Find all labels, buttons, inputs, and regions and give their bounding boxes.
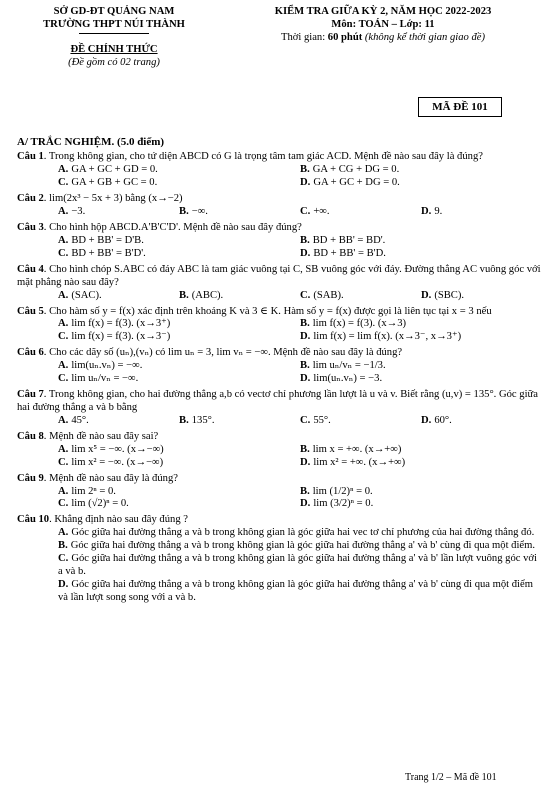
options-group <box>58 164 542 190</box>
section-title: A/ TRẮC NGHIỆM. (5.0 điểm) <box>17 136 165 148</box>
question-number: Câu 4 <box>17 263 44 275</box>
question <box>17 264 542 290</box>
question <box>17 222 542 235</box>
option-text: lim 2ⁿ = 0. <box>71 485 116 497</box>
option-text: lim (√2)ⁿ = 0. <box>71 498 129 510</box>
answer-option <box>300 444 542 457</box>
option-text: lim uₙ/vₙ = −∞. <box>71 373 139 385</box>
answer-option <box>300 498 542 511</box>
option-text: 60°. <box>434 414 452 426</box>
answer-option <box>58 373 300 386</box>
question <box>17 193 542 206</box>
options-group <box>58 415 542 428</box>
answer-option <box>58 540 542 553</box>
answer-option <box>179 206 300 219</box>
option-key: B. <box>179 414 189 426</box>
option-key: D. <box>421 206 432 218</box>
answer-option <box>300 206 421 219</box>
option-key: D. <box>421 414 432 426</box>
time-line: Thời gian: 60 phút (không kể thời gian giao đề) <box>281 31 485 43</box>
question-text: . Mệnh đề nào sau đây sai? <box>43 430 159 442</box>
official-label: ĐỀ CHÍNH THỨC <box>70 43 158 55</box>
option-key: D. <box>421 289 432 301</box>
option-text: 45°. <box>71 414 89 426</box>
option-key: D. <box>58 578 69 590</box>
subject-line: Môn: TOÁN – Lớp: 11 <box>331 18 435 30</box>
answer-option <box>58 553 542 579</box>
option-key: B. <box>300 234 310 246</box>
option-text: Góc giữa hai đường thẳng a và b trong không gian là góc giữa hai đường thẳng a' và b' cùng đi qua một điểm và lần lượt song song với a và b. <box>58 578 533 603</box>
option-key: B. <box>300 360 310 372</box>
option-key: B. <box>58 540 68 552</box>
question <box>17 151 542 164</box>
option-text: lim f(x) = f(3). (x→3⁺) <box>71 318 171 330</box>
spacer <box>17 605 542 608</box>
options-group <box>58 235 542 261</box>
options-group <box>58 318 542 344</box>
option-key: A. <box>58 527 69 539</box>
question-text: . Cho hàm số y = f(x) xác định trên khoảng K và 3 ∈ K. Hàm số y = f(x) được gọi là liên tục tại x = 3 nếu <box>43 305 492 317</box>
option-text: lim x = +∞. (x→+∞) <box>312 443 402 455</box>
option-text: BD + BB' = D'B. <box>71 234 144 246</box>
exam-code-box: MÃ ĐỀ 101 <box>418 97 502 117</box>
answer-option <box>300 373 542 386</box>
option-key: D. <box>300 177 311 189</box>
exam-header <box>218 6 548 45</box>
option-key: A. <box>58 318 69 330</box>
question-text: . Mệnh đề nào sau đây là đúng? <box>43 472 178 484</box>
option-text: lim f(x) = f(3). (x→3) <box>312 318 407 330</box>
school-name: TRƯỜNG THPT NÚI THÀNH <box>43 18 185 30</box>
options-group <box>58 527 542 605</box>
option-text: lim (1/2)ⁿ = 0. <box>312 485 373 497</box>
option-text: +∞. <box>313 206 330 218</box>
option-text: 55°. <box>313 414 331 426</box>
option-text: BD + BB' = BD'. <box>312 234 386 246</box>
option-key: C. <box>58 456 69 468</box>
option-key: A. <box>58 360 69 372</box>
answer-option <box>300 331 542 344</box>
question-text: . Cho hình hộp ABCD.A'B'C'D'. Mệnh đề nào sau đây đúng? <box>43 222 302 234</box>
answer-option <box>58 486 300 499</box>
option-text: (SBC). <box>434 289 465 301</box>
option-key: C. <box>58 247 69 259</box>
option-text: lim x² = −∞. (x→−∞) <box>71 456 164 468</box>
answer-option <box>179 415 300 428</box>
option-text: lim(uₙ.vₙ) = −3. <box>313 373 383 385</box>
question-number: Câu 10 <box>17 514 50 526</box>
question-text: . lim(2x³ − 5x + 3) bằng (x→−2) <box>43 193 183 205</box>
option-text: lim x⁵ = −∞. (x→−∞) <box>71 443 164 455</box>
question <box>17 389 542 415</box>
answer-option <box>300 290 421 303</box>
answer-option <box>300 177 542 190</box>
option-text: (SAC). <box>71 289 102 301</box>
answer-option <box>421 206 542 219</box>
question <box>17 347 542 360</box>
option-text: lim f(x) = lim f(x). (x→3⁻, x→3⁺) <box>313 331 462 343</box>
question-text: . Trong không gian, cho hai đường thẳng a,b có vectơ chỉ phương lần lượt là u và v. Biết rằng (u,v) = 135°. Góc giữa hai đường thẳng a và b bằng <box>17 389 538 413</box>
answer-option <box>300 164 542 177</box>
question <box>17 431 542 444</box>
option-key: C. <box>58 177 69 189</box>
question-number: Câu 2 <box>17 193 44 205</box>
answer-option <box>300 415 421 428</box>
divider <box>79 33 149 34</box>
option-text: GA + GB + GC = 0. <box>71 177 158 189</box>
option-key: D. <box>300 331 311 343</box>
option-text: lim x² = +∞. (x→+∞) <box>313 456 406 468</box>
question-number: Câu 6 <box>17 347 44 359</box>
answer-option <box>421 415 542 428</box>
answer-option <box>300 360 542 373</box>
option-key: B. <box>300 318 310 330</box>
options-group <box>58 486 542 512</box>
option-key: D. <box>300 498 311 510</box>
option-key: B. <box>300 485 310 497</box>
option-key: A. <box>58 414 69 426</box>
option-key: B. <box>300 443 310 455</box>
answer-option <box>58 290 179 303</box>
question-number: Câu 3 <box>17 222 44 234</box>
option-text: 135°. <box>191 414 215 426</box>
question-text: . Cho các dãy số (uₙ),(vₙ) có lim uₙ = 3, lim vₙ = −∞. Mệnh đề nào sau đây là đúng? <box>43 347 403 359</box>
option-key: D. <box>300 456 311 468</box>
department-name: SỞ GD-ĐT QUẢNG NAM <box>53 6 175 17</box>
option-key: C. <box>58 331 69 343</box>
question-text: . Cho hình chóp S.ABC có đáy ABC là tam giác vuông tại C, SB vuông góc với đáy. Đường thẳng AC vuông góc với mặt phẳng nào sau đây? <box>17 263 541 288</box>
question-number: Câu 9 <box>17 472 44 484</box>
option-text: BD + BB' = B'D'. <box>71 247 146 259</box>
options-group <box>58 360 542 386</box>
options-group <box>58 290 542 303</box>
option-text: BD + BB' = B'D. <box>313 247 386 259</box>
questions-section <box>17 136 542 608</box>
option-key: C. <box>58 498 69 510</box>
answer-option <box>58 360 300 373</box>
answer-option <box>58 444 300 457</box>
question <box>17 473 542 486</box>
answer-option <box>58 579 542 605</box>
option-text: (ABC). <box>191 289 224 301</box>
option-key: A. <box>58 206 69 218</box>
answer-option <box>58 206 179 219</box>
answer-option <box>300 457 542 470</box>
option-key: C. <box>58 553 69 565</box>
option-text: Góc giữa hai đường thẳng a và b trong không gian là góc giữa hai đường thẳng a' và b' cùng đi qua một điểm. <box>70 540 536 552</box>
question <box>17 514 542 527</box>
option-key: C. <box>300 206 311 218</box>
page-footer: Trang 1/2 – Mã đề 101 <box>405 772 497 783</box>
question-number: Câu 1 <box>17 151 44 163</box>
option-text: Góc giữa hai đường thẳng a và b trong không gian là góc giữa hai vec tơ chỉ phương của hai đường thẳng đó. <box>71 527 535 539</box>
option-key: D. <box>300 247 311 259</box>
answer-option <box>300 248 542 261</box>
option-text: −3. <box>71 206 86 218</box>
option-key: B. <box>179 206 189 218</box>
option-key: A. <box>58 289 69 301</box>
option-text: lim uₙ/vₙ = −1/3. <box>312 360 386 372</box>
option-key: A. <box>58 164 69 176</box>
answer-option <box>300 486 542 499</box>
question-text: . Khẳng định nào sau đây đúng ? <box>49 514 188 526</box>
answer-option <box>58 527 542 540</box>
option-key: B. <box>179 289 189 301</box>
option-key: C. <box>300 289 311 301</box>
pages-note: (Đề gồm có 02 trang) <box>68 56 160 68</box>
answer-option <box>58 235 300 248</box>
option-text: GA + GC + DG = 0. <box>313 177 400 189</box>
answer-option <box>300 318 542 331</box>
option-text: −∞. <box>191 206 208 218</box>
options-group <box>58 206 542 219</box>
question-number: Câu 7 <box>17 389 44 401</box>
option-text: 9. <box>434 206 443 218</box>
option-text: GA + GC + GD = 0. <box>71 164 158 176</box>
option-key: B. <box>300 164 310 176</box>
question-number: Câu 8 <box>17 430 44 442</box>
option-key: D. <box>300 373 311 385</box>
option-key: A. <box>58 485 69 497</box>
option-key: A. <box>58 234 69 246</box>
option-text: Góc giữa hai đường thẳng a và b trong không gian là góc giữa hai đường thẳng a' và b' lần lượt vuông góc với a và b. <box>58 553 537 578</box>
answer-option <box>58 164 300 177</box>
question-number: Câu 5 <box>17 305 44 317</box>
option-key: C. <box>58 373 69 385</box>
option-text: GA + CG + DG = 0. <box>312 164 400 176</box>
answer-option <box>58 498 300 511</box>
question-text: . Trong không gian, cho tứ diện ABCD có G là trọng tâm tam giác ACD. Mệnh đề nào sau đây là đúng? <box>43 151 483 163</box>
answer-option <box>58 248 300 261</box>
answer-option <box>58 331 300 344</box>
option-text: lim (3/2)ⁿ = 0. <box>313 498 374 510</box>
answer-option <box>58 457 300 470</box>
answer-option <box>300 235 542 248</box>
answer-option <box>58 177 300 190</box>
option-text: (SAB). <box>313 289 344 301</box>
answer-option <box>179 290 300 303</box>
school-header <box>14 6 214 70</box>
answer-option <box>421 290 542 303</box>
exam-title: KIỂM TRA GIỮA KỲ 2, NĂM HỌC 2022-2023 <box>274 6 492 17</box>
options-group <box>58 444 542 470</box>
answer-option <box>58 415 179 428</box>
option-text: lim(uₙ.vₙ) = −∞. <box>71 360 143 372</box>
option-key: A. <box>58 443 69 455</box>
answer-option <box>58 318 300 331</box>
option-key: C. <box>300 414 311 426</box>
question <box>17 306 542 319</box>
option-text: lim f(x) = f(3). (x→3⁻) <box>71 331 171 343</box>
